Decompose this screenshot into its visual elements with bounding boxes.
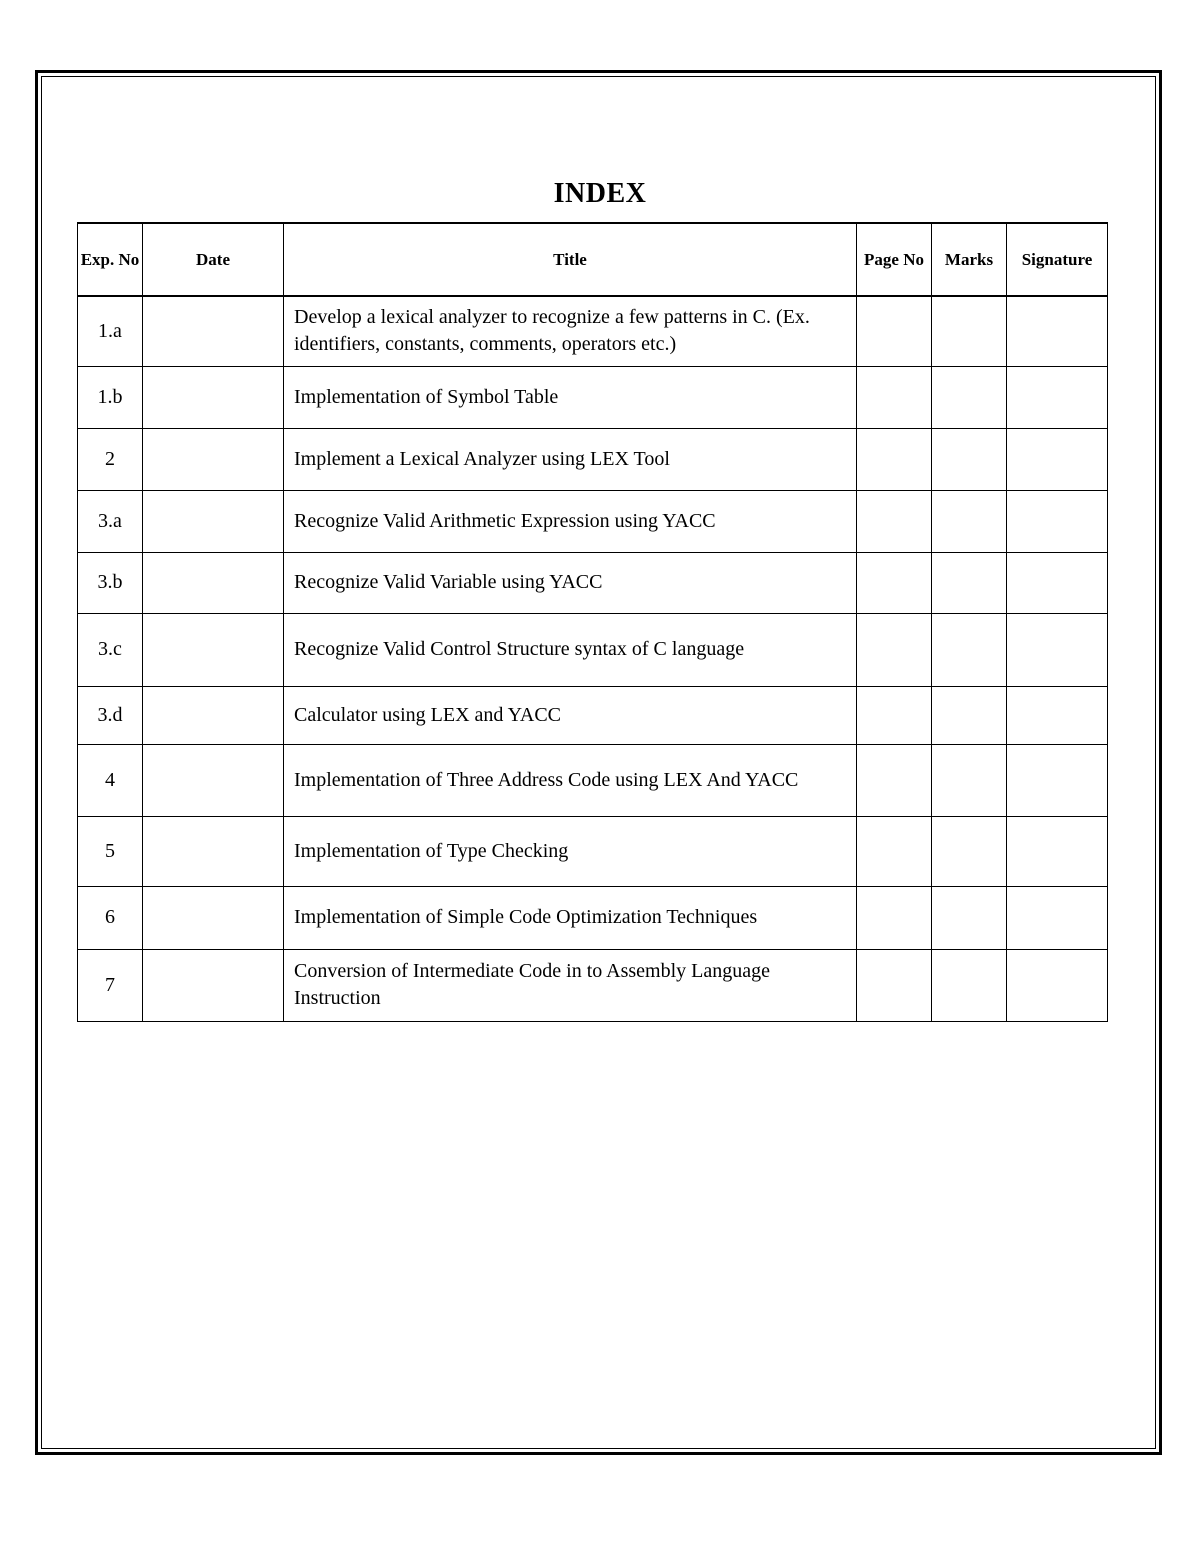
page-no-cell bbox=[857, 366, 932, 428]
exp-no-cell: 4 bbox=[78, 744, 143, 816]
signature-cell bbox=[1007, 613, 1108, 686]
header-page-no bbox=[857, 223, 932, 296]
marks-cell bbox=[932, 552, 1007, 613]
table-row bbox=[78, 816, 1108, 886]
date-cell bbox=[143, 296, 284, 366]
title-cell: Implementation of Three Address Code using LEX And YACC bbox=[284, 744, 857, 816]
exp-no-cell: 5 bbox=[78, 816, 143, 886]
signature-cell bbox=[1007, 886, 1108, 949]
exp-no-cell: 3.c bbox=[78, 613, 143, 686]
page-no-cell bbox=[857, 686, 932, 744]
header-page-no-label: Page No bbox=[864, 249, 924, 269]
table-row bbox=[78, 428, 1108, 490]
header-date: Date bbox=[143, 223, 284, 296]
header-signature: Signature bbox=[1007, 223, 1108, 296]
page-no-cell bbox=[857, 490, 932, 552]
exp-no-cell: 2 bbox=[78, 428, 143, 490]
marks-cell bbox=[932, 816, 1007, 886]
page-no-cell bbox=[857, 816, 932, 886]
exp-no-cell: 3.b bbox=[78, 552, 143, 613]
signature-cell bbox=[1007, 686, 1108, 744]
page-no-cell bbox=[857, 949, 932, 1021]
marks-cell bbox=[932, 949, 1007, 1021]
date-cell bbox=[143, 744, 284, 816]
date-cell bbox=[143, 552, 284, 613]
index-table bbox=[77, 222, 1108, 1022]
title-cell: Recognize Valid Variable using YACC bbox=[284, 552, 857, 613]
exp-no-cell: 3.a bbox=[78, 490, 143, 552]
title-cell: Develop a lexical analyzer to recognize a few patterns in C. (Ex. identifiers, constants, comments, operators etc.) bbox=[284, 296, 857, 366]
title-cell: Recognize Valid Control Structure syntax of C language bbox=[284, 613, 857, 686]
page-title: INDEX bbox=[553, 178, 647, 209]
table-row bbox=[78, 490, 1108, 552]
marks-cell bbox=[932, 613, 1007, 686]
marks-cell bbox=[932, 490, 1007, 552]
marks-cell bbox=[932, 886, 1007, 949]
signature-cell bbox=[1007, 428, 1108, 490]
date-cell bbox=[143, 686, 284, 744]
date-cell bbox=[143, 613, 284, 686]
page-no-cell bbox=[857, 886, 932, 949]
header-marks: Marks bbox=[932, 223, 1007, 296]
page-no-cell bbox=[857, 744, 932, 816]
exp-no-cell: 1.b bbox=[78, 366, 143, 428]
table-row bbox=[78, 744, 1108, 816]
header-title: Title bbox=[284, 223, 857, 296]
title-cell: Implementation of Type Checking bbox=[284, 816, 857, 886]
page-no-cell bbox=[857, 552, 932, 613]
date-cell bbox=[143, 428, 284, 490]
signature-cell bbox=[1007, 816, 1108, 886]
exp-no-cell: 6 bbox=[78, 886, 143, 949]
table-row bbox=[78, 686, 1108, 744]
marks-cell bbox=[932, 296, 1007, 366]
title-cell: Conversion of Intermediate Code in to Assembly Language Instruction bbox=[284, 949, 857, 1021]
date-cell bbox=[143, 949, 284, 1021]
header-exp-no bbox=[78, 223, 143, 296]
signature-cell bbox=[1007, 552, 1108, 613]
date-cell bbox=[143, 886, 284, 949]
date-cell bbox=[143, 366, 284, 428]
header-row bbox=[78, 223, 1108, 296]
title-cell: Implement a Lexical Analyzer using LEX Tool bbox=[284, 428, 857, 490]
signature-cell bbox=[1007, 296, 1108, 366]
signature-cell bbox=[1007, 949, 1108, 1021]
table-row bbox=[78, 949, 1108, 1021]
exp-no-cell: 3.d bbox=[78, 686, 143, 744]
marks-cell bbox=[932, 428, 1007, 490]
exp-no-cell: 7 bbox=[78, 949, 143, 1021]
table-row bbox=[78, 366, 1108, 428]
page-no-cell bbox=[857, 296, 932, 366]
title-cell: Recognize Valid Arithmetic Expression using YACC bbox=[284, 490, 857, 552]
page-no-cell bbox=[857, 428, 932, 490]
table-row bbox=[78, 296, 1108, 366]
marks-cell bbox=[932, 366, 1007, 428]
signature-cell bbox=[1007, 366, 1108, 428]
table-row bbox=[78, 552, 1108, 613]
title-cell: Implementation of Symbol Table bbox=[284, 366, 857, 428]
signature-cell bbox=[1007, 490, 1108, 552]
exp-no-cell: 1.a bbox=[78, 296, 143, 366]
title-cell: Implementation of Simple Code Optimization Techniques bbox=[284, 886, 857, 949]
page-no-cell bbox=[857, 613, 932, 686]
marks-cell bbox=[932, 744, 1007, 816]
date-cell bbox=[143, 490, 284, 552]
title-cell: Calculator using LEX and YACC bbox=[284, 686, 857, 744]
table-row bbox=[78, 613, 1108, 686]
header-exp-no-label: Exp. No bbox=[80, 249, 140, 269]
signature-cell bbox=[1007, 744, 1108, 816]
marks-cell bbox=[932, 686, 1007, 744]
table-row bbox=[78, 886, 1108, 949]
date-cell bbox=[143, 816, 284, 886]
